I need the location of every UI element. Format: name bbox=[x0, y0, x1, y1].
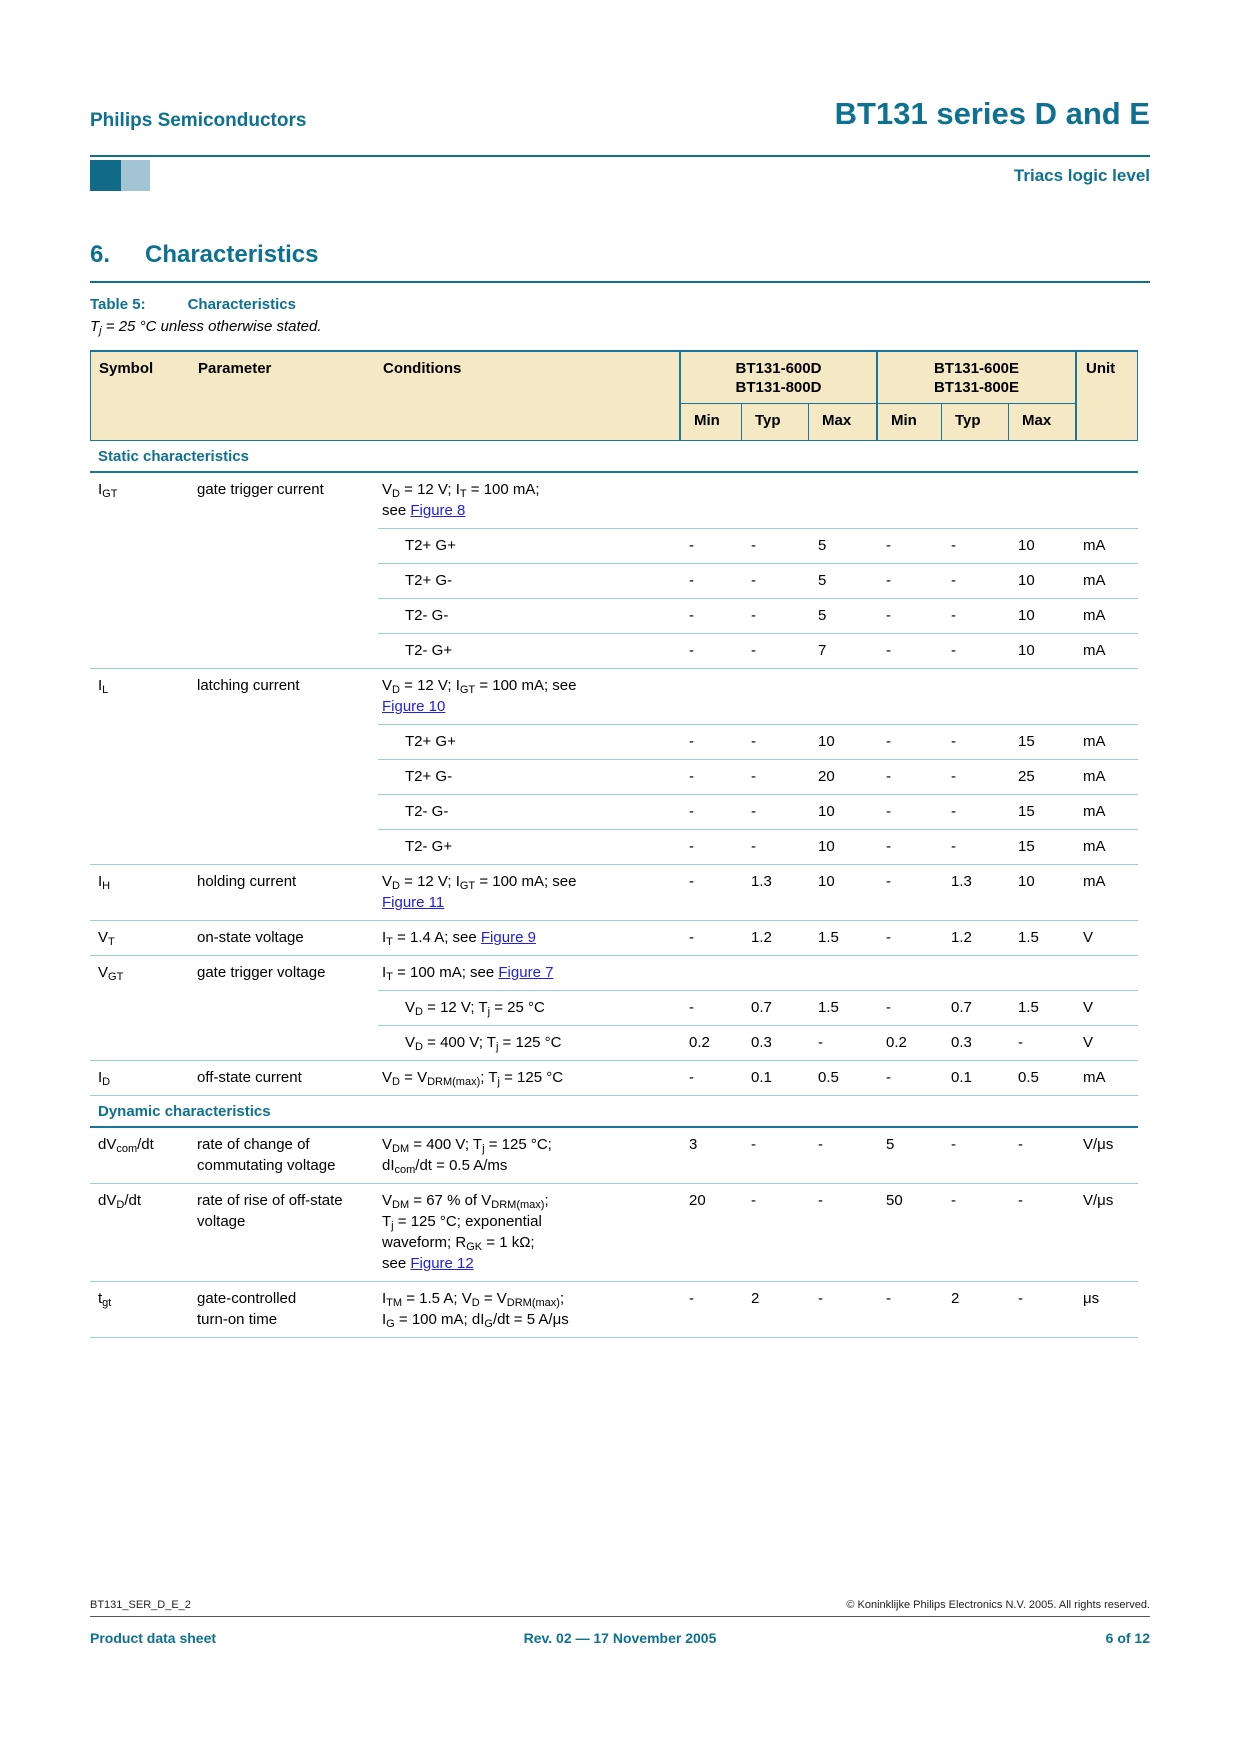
value-cell: 3 bbox=[689, 1136, 698, 1153]
value-cell: 0.7 bbox=[740, 990, 807, 1025]
value-cell: 10 bbox=[1007, 598, 1074, 633]
symbol-cell bbox=[90, 759, 190, 794]
conditions-cell: T2+ G+ bbox=[378, 724, 678, 759]
parameter-cell bbox=[190, 598, 378, 633]
value-cell: - bbox=[807, 1281, 875, 1337]
value-cell bbox=[940, 955, 1007, 990]
value-cell: 15 bbox=[1007, 794, 1074, 829]
value-cell: - bbox=[818, 1136, 823, 1153]
value-cell: - bbox=[740, 794, 807, 829]
symbol-cell: $I_H$ bbox=[90, 864, 190, 920]
conditions-cell: $V_D = 12$ V; $T_j = 25$ °C bbox=[378, 990, 678, 1025]
section-heading bbox=[90, 241, 318, 269]
parameter-cell bbox=[190, 633, 378, 668]
value-cell bbox=[740, 473, 807, 528]
col-header-symbol: Symbol bbox=[99, 360, 154, 377]
value-cell: - bbox=[875, 528, 940, 563]
footer-rule bbox=[90, 1616, 1150, 1617]
symbol-cell: $I_D$ bbox=[90, 1060, 190, 1095]
value-cell: - bbox=[740, 598, 807, 633]
value-cell: 5 bbox=[807, 598, 875, 633]
value-cell: - bbox=[740, 528, 807, 563]
value-cell: - bbox=[678, 829, 740, 864]
parameter-cell bbox=[190, 528, 378, 563]
value-cell: 2 bbox=[940, 1281, 1007, 1337]
value-cell: - bbox=[678, 633, 740, 668]
symbol-cell: $I_L$ bbox=[90, 668, 190, 724]
symbol-cell: $dV_{com}/dt$ bbox=[98, 1136, 154, 1155]
col-header-group-600e-800e: BT131-600E BT131-800E bbox=[876, 352, 1075, 404]
unit-cell: mA bbox=[1074, 724, 1138, 759]
parameter-cell: gate trigger voltage bbox=[190, 955, 378, 990]
value-cell: 15 bbox=[1007, 829, 1074, 864]
symbol-cell bbox=[90, 633, 190, 668]
header-rule bbox=[90, 155, 1150, 157]
value-cell: - bbox=[740, 633, 807, 668]
value-cell: - bbox=[740, 1183, 807, 1281]
document-title: BT131 series D and E bbox=[834, 96, 1150, 131]
parameter-cell: gate trigger current bbox=[197, 481, 324, 498]
figure-link[interactable]: Figure 12 bbox=[410, 1255, 474, 1272]
value-cell: - bbox=[940, 759, 1007, 794]
value-cell: 1.5 bbox=[1007, 990, 1074, 1025]
symbol-cell: $V_{GT}$ bbox=[90, 955, 190, 990]
value-cell: - bbox=[678, 920, 740, 955]
value-cell bbox=[807, 473, 875, 528]
symbol-cell bbox=[90, 528, 190, 563]
value-cell: - bbox=[1007, 1183, 1074, 1281]
value-cell: 20 bbox=[807, 759, 875, 794]
col-header-typ: Typ bbox=[741, 404, 808, 440]
parameter-cell bbox=[190, 1025, 378, 1060]
value-cell: - bbox=[740, 563, 807, 598]
conditions-cell: $V_D = 400$ V; $T_j = 125$ °C bbox=[378, 1025, 678, 1060]
parameter-cell: gate-controlled turn-on time bbox=[190, 1281, 378, 1337]
conditions-cell: $I_T = 100$ mA; see Figure 7 bbox=[378, 955, 678, 990]
figure-link[interactable]: Figure 9 bbox=[480, 929, 536, 946]
value-cell: 10 bbox=[807, 794, 875, 829]
value-cell: - bbox=[807, 1183, 875, 1281]
unit-cell: mA bbox=[1074, 1060, 1138, 1095]
value-cell: - bbox=[1018, 1136, 1023, 1153]
unit-cell: mA bbox=[1074, 864, 1138, 920]
value-cell: 1.5 bbox=[1007, 920, 1074, 955]
value-cell: 10 bbox=[1007, 528, 1074, 563]
value-cell: 10 bbox=[807, 864, 875, 920]
parameter-cell: off-state current bbox=[190, 1060, 378, 1095]
figure-link[interactable]: Figure 7 bbox=[498, 964, 554, 981]
parameter-cell: rate of rise of off-state voltage bbox=[190, 1183, 378, 1281]
value-cell: - bbox=[951, 1136, 956, 1153]
conditions-cell: T2- G- bbox=[378, 794, 678, 829]
value-cell bbox=[875, 473, 940, 528]
parameter-cell bbox=[190, 759, 378, 794]
conditions-cell: T2- G+ bbox=[378, 829, 678, 864]
value-cell: 0.2 bbox=[875, 1025, 940, 1060]
value-cell: - bbox=[940, 598, 1007, 633]
symbol-cell bbox=[90, 794, 190, 829]
col-header-unit: Unit bbox=[1075, 352, 1139, 440]
unit-cell: mA bbox=[1074, 794, 1138, 829]
value-cell: - bbox=[875, 1281, 940, 1337]
value-cell bbox=[940, 668, 1007, 724]
value-cell: 0.5 bbox=[1007, 1060, 1074, 1095]
unit-cell: mA bbox=[1074, 633, 1138, 668]
value-cell: 7 bbox=[807, 633, 875, 668]
figure-link[interactable]: Figure 11 bbox=[382, 894, 445, 911]
value-cell: - bbox=[678, 1060, 740, 1095]
table-note: $T_j = 25$ °C unless otherwise stated. bbox=[90, 318, 322, 337]
col-header-group-600d-800d: BT131-600D BT131-800D bbox=[679, 352, 876, 404]
value-cell: 0.1 bbox=[940, 1060, 1007, 1095]
conditions-cell: $I_T = 1.4$ A; see Figure 9 bbox=[378, 920, 678, 955]
unit-cell bbox=[1074, 955, 1138, 990]
value-cell: - bbox=[1007, 1025, 1074, 1060]
value-cell: - bbox=[678, 598, 740, 633]
conditions-cell: T2+ G+ bbox=[378, 528, 678, 563]
unit-cell: V/μs bbox=[1083, 1136, 1114, 1153]
footer-revision: Rev. 02 — 17 November 2005 bbox=[523, 1630, 717, 1646]
value-cell: 1.3 bbox=[740, 864, 807, 920]
parameter-cell bbox=[190, 990, 378, 1025]
value-cell: - bbox=[940, 1183, 1007, 1281]
value-cell: 0.2 bbox=[678, 1025, 740, 1060]
figure-link[interactable]: Figure 10 bbox=[382, 698, 446, 715]
symbol-cell bbox=[90, 724, 190, 759]
value-cell: - bbox=[940, 563, 1007, 598]
col-header-parameter: Parameter bbox=[198, 360, 272, 377]
unit-cell: V/μs bbox=[1074, 1183, 1138, 1281]
philips-logo-block-dark bbox=[90, 160, 121, 191]
conditions-cell: $V_D = V_{DRM(max)}$; $T_j = 125$ °C bbox=[378, 1060, 678, 1095]
section-header: Static characteristics bbox=[90, 441, 1138, 473]
value-cell: 10 bbox=[1007, 864, 1074, 920]
section-title: Characteristics bbox=[145, 241, 319, 268]
conditions-cell: $V_{DM} = 400$ V; $T_j = 125$ °C; $dI_{com}/dt = 0.5$ A/ms bbox=[382, 1136, 552, 1176]
value-cell: 5 bbox=[807, 528, 875, 563]
conditions-cell: T2- G- bbox=[378, 598, 678, 633]
conditions-cell: $V_D = 12$ V; $I_{GT} = 100$ mA; see Figure 10 bbox=[378, 668, 678, 724]
philips-logo-block-light bbox=[121, 160, 150, 191]
parameter-cell bbox=[190, 829, 378, 864]
unit-cell: μs bbox=[1074, 1281, 1138, 1337]
value-cell: - bbox=[678, 724, 740, 759]
footer-doc-id: BT131_SER_D_E_2 bbox=[90, 1599, 191, 1611]
value-cell: - bbox=[875, 829, 940, 864]
value-cell bbox=[740, 955, 807, 990]
symbol-cell: $I_{GT}$ bbox=[98, 481, 118, 500]
value-cell: 1.2 bbox=[940, 920, 1007, 955]
value-cell: - bbox=[678, 794, 740, 829]
section-rule bbox=[90, 281, 1150, 283]
value-cell: - bbox=[678, 1281, 740, 1337]
value-cell: 10 bbox=[1007, 563, 1074, 598]
value-cell: 10 bbox=[807, 724, 875, 759]
value-cell: 0.3 bbox=[940, 1025, 1007, 1060]
value-cell: 1.5 bbox=[807, 990, 875, 1025]
unit-cell bbox=[1074, 473, 1138, 528]
value-cell: 0.3 bbox=[740, 1025, 807, 1060]
footer-page-info: 6 of 12 bbox=[1105, 1630, 1150, 1646]
unit-cell: mA bbox=[1074, 759, 1138, 794]
value-cell: - bbox=[875, 1060, 940, 1095]
col-header-max: Max bbox=[1008, 404, 1075, 440]
value-cell bbox=[807, 668, 875, 724]
parameter-cell: latching current bbox=[190, 668, 378, 724]
value-cell bbox=[678, 473, 740, 528]
value-cell: 1.5 bbox=[807, 920, 875, 955]
value-cell: - bbox=[875, 864, 940, 920]
table-label: Table 5: bbox=[90, 296, 146, 313]
value-cell: - bbox=[678, 990, 740, 1025]
value-cell bbox=[940, 473, 1007, 528]
value-cell: 0.1 bbox=[740, 1060, 807, 1095]
value-cell: 5 bbox=[807, 563, 875, 598]
parameter-cell bbox=[190, 724, 378, 759]
value-cell bbox=[740, 668, 807, 724]
symbol-cell: $t_{gt}$ bbox=[90, 1281, 190, 1337]
value-cell: - bbox=[940, 528, 1007, 563]
table-body bbox=[90, 441, 1138, 1338]
table-header bbox=[90, 350, 1138, 441]
value-cell: 10 bbox=[1007, 633, 1074, 668]
value-cell bbox=[807, 955, 875, 990]
value-cell: - bbox=[875, 759, 940, 794]
col-header-max: Max bbox=[808, 404, 876, 440]
conditions-cell: $V_{DM} = 67$ % of $V_{DRM(max)}$; $T_j = 125$ °C; exponential waveform; $R_{GK} = 1$ kΩ; see Figure 12 bbox=[378, 1183, 678, 1281]
symbol-cell bbox=[90, 829, 190, 864]
value-cell: - bbox=[875, 633, 940, 668]
symbol-cell bbox=[90, 990, 190, 1025]
value-cell: - bbox=[940, 724, 1007, 759]
value-cell: - bbox=[751, 1136, 756, 1153]
value-cell: 10 bbox=[807, 829, 875, 864]
section-number: 6. bbox=[90, 241, 111, 268]
value-cell: - bbox=[875, 563, 940, 598]
symbol-cell: $V_T$ bbox=[90, 920, 190, 955]
symbol-cell: $dV_D/dt$ bbox=[90, 1183, 190, 1281]
value-cell: - bbox=[678, 864, 740, 920]
value-cell: - bbox=[1007, 1281, 1074, 1337]
value-cell bbox=[1007, 473, 1074, 528]
conditions-cell: $V_D = 12$ V; $I_T = 100$ mA; see Figure 8 bbox=[382, 481, 540, 519]
col-header-typ: Typ bbox=[941, 404, 1008, 440]
col-header-min: Min bbox=[679, 404, 741, 440]
brand-name: Philips Semiconductors bbox=[90, 110, 307, 131]
value-cell: - bbox=[678, 759, 740, 794]
conditions-cell: $I_{TM} = 1.5$ A; $V_D = V_{DRM(max)}$; $I_G = 100$ mA; $dI_G/dt = 5$ A/μs bbox=[378, 1281, 678, 1337]
conditions-cell: T2+ G- bbox=[378, 563, 678, 598]
col-header-min: Min bbox=[876, 404, 941, 440]
unit-cell: mA bbox=[1074, 563, 1138, 598]
parameter-cell bbox=[190, 563, 378, 598]
unit-cell bbox=[1074, 668, 1138, 724]
value-cell: 25 bbox=[1007, 759, 1074, 794]
parameter-cell: rate of change of commutating voltage bbox=[197, 1136, 336, 1174]
symbol-cell bbox=[90, 1025, 190, 1060]
value-cell bbox=[875, 955, 940, 990]
symbol-cell bbox=[90, 563, 190, 598]
value-cell: - bbox=[875, 598, 940, 633]
value-cell: - bbox=[740, 829, 807, 864]
unit-cell: mA bbox=[1074, 829, 1138, 864]
value-cell: - bbox=[875, 990, 940, 1025]
table-title: Characteristics bbox=[187, 296, 296, 313]
table-caption bbox=[90, 296, 296, 313]
unit-cell: V bbox=[1074, 1025, 1138, 1060]
value-cell: 5 bbox=[886, 1136, 895, 1153]
value-cell: - bbox=[875, 920, 940, 955]
value-cell bbox=[1007, 955, 1074, 990]
footer-doc-type: Product data sheet bbox=[90, 1630, 217, 1646]
value-cell bbox=[678, 955, 740, 990]
value-cell: - bbox=[740, 759, 807, 794]
value-cell: 20 bbox=[678, 1183, 740, 1281]
conditions-cell: $V_D = 12$ V; $I_{GT} = 100$ mA; see Figure 11 bbox=[378, 864, 678, 920]
parameter-cell: holding current bbox=[190, 864, 378, 920]
conditions-cell: T2+ G- bbox=[378, 759, 678, 794]
value-cell: 1.3 bbox=[940, 864, 1007, 920]
symbol-cell bbox=[90, 598, 190, 633]
unit-cell: V bbox=[1074, 990, 1138, 1025]
col-header-conditions: Conditions bbox=[383, 360, 462, 377]
unit-cell: mA bbox=[1074, 528, 1138, 563]
section-header: Dynamic characteristics bbox=[90, 1095, 1138, 1128]
value-cell: - bbox=[678, 528, 740, 563]
value-cell: - bbox=[740, 724, 807, 759]
figure-link[interactable]: Figure 8 bbox=[410, 502, 466, 519]
document-subtitle: Triacs logic level bbox=[1013, 166, 1150, 185]
value-cell: 15 bbox=[1007, 724, 1074, 759]
value-cell: 0.7 bbox=[940, 990, 1007, 1025]
value-cell: - bbox=[940, 829, 1007, 864]
value-cell: 2 bbox=[740, 1281, 807, 1337]
unit-cell: mA bbox=[1074, 598, 1138, 633]
footer-copyright: © Koninklijke Philips Electronics N.V. 2005. All rights reserved. bbox=[846, 1599, 1150, 1611]
value-cell: - bbox=[940, 794, 1007, 829]
unit-cell: V bbox=[1074, 920, 1138, 955]
characteristics-table bbox=[90, 350, 1138, 1338]
value-cell: - bbox=[678, 563, 740, 598]
value-cell: - bbox=[875, 794, 940, 829]
value-cell: - bbox=[807, 1025, 875, 1060]
value-cell bbox=[875, 668, 940, 724]
value-cell: 50 bbox=[875, 1183, 940, 1281]
value-cell: 0.5 bbox=[807, 1060, 875, 1095]
value-cell: - bbox=[940, 633, 1007, 668]
parameter-cell: on-state voltage bbox=[190, 920, 378, 955]
value-cell: 1.2 bbox=[740, 920, 807, 955]
parameter-cell bbox=[190, 794, 378, 829]
value-cell bbox=[678, 668, 740, 724]
value-cell bbox=[1007, 668, 1074, 724]
conditions-cell: T2- G+ bbox=[378, 633, 678, 668]
value-cell: - bbox=[875, 724, 940, 759]
